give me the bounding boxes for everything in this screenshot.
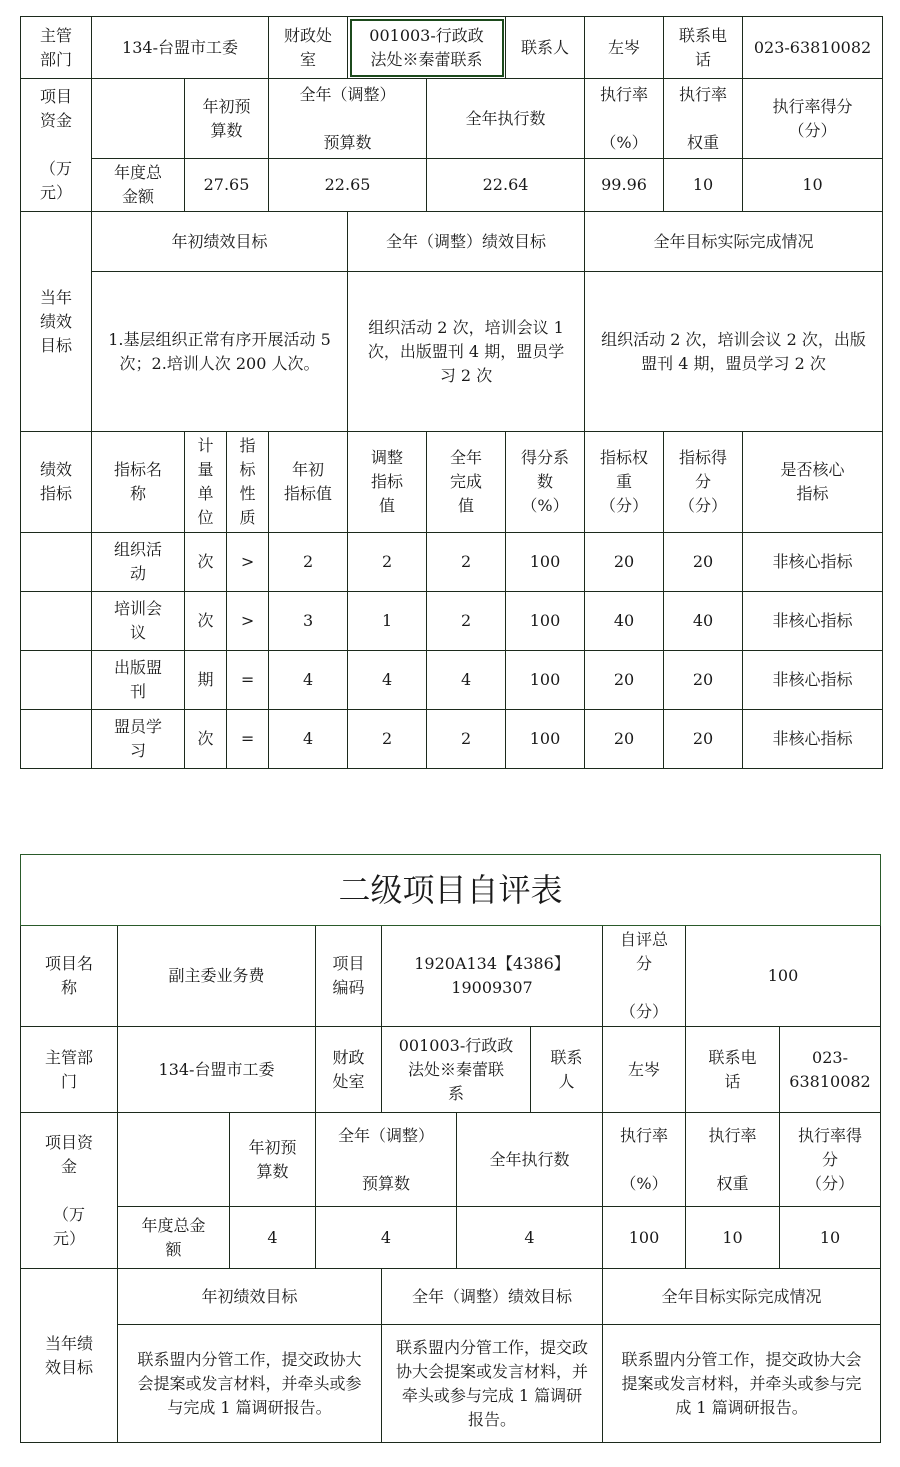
goals-content-row — [21, 1325, 881, 1443]
indicator-completed: 2 — [427, 710, 506, 769]
adjusted-budget-value: 4 — [316, 1207, 457, 1269]
funds-value-row — [21, 1207, 881, 1269]
indicator-unit: 期 — [185, 651, 227, 710]
finance-value: 001003-行政政 法处※秦蕾联系 — [348, 17, 506, 79]
indicator-row-blank — [21, 592, 92, 651]
indicator-unit: 次 — [185, 592, 227, 651]
indicator-core: 非核心指标 — [743, 710, 883, 769]
exec-score-value: 10 — [743, 159, 883, 212]
contact-label: 联系 人 — [531, 1027, 603, 1113]
indicator-coefficient: 100 — [506, 710, 585, 769]
project-code-value: 1920A134【4386】 19009307 — [382, 926, 603, 1027]
indicator-name: 盟员学 习 — [92, 710, 185, 769]
indicator-weight: 20 — [585, 651, 664, 710]
indicator-score: 20 — [664, 651, 743, 710]
phone-label: 联系电 话 — [664, 17, 743, 79]
header-exec-score: 执行率得 分 （分） — [780, 1113, 881, 1207]
indicator-header-initial: 年初 指标值 — [269, 432, 348, 533]
total-amount-label: 年度总 金额 — [92, 159, 185, 212]
exec-weight-value: 10 — [664, 159, 743, 212]
indicator-adjusted: 2 — [348, 533, 427, 592]
indicator-header-row — [21, 432, 883, 533]
header-adjusted-budget: 全年（调整） 预算数 — [316, 1113, 457, 1207]
contact-value: 左岑 — [585, 17, 664, 79]
indicator-name: 组织活 动 — [92, 533, 185, 592]
header-exec-weight: 执行率 权重 — [664, 79, 743, 159]
header-actual-goal: 全年目标实际完成情况 — [603, 1269, 881, 1325]
indicator-adjusted: 1 — [348, 592, 427, 651]
contact-label: 联系人 — [506, 17, 585, 79]
indicator-nature: = — [227, 651, 269, 710]
indicator-completed: 4 — [427, 651, 506, 710]
executed-value: 4 — [457, 1207, 603, 1269]
self-score-value: 100 — [686, 926, 881, 1027]
finance-label: 财政处 室 — [269, 17, 348, 79]
indicator-coefficient: 100 — [506, 592, 585, 651]
indicator-row-blank — [21, 710, 92, 769]
actual-goal-text: 联系盟内分管工作，提交政协大会提案或发言材料，并牵头或参与完成 1 篇调研报告。 — [603, 1325, 881, 1443]
goals-label: 当年绩 效目标 — [21, 1269, 118, 1443]
indicator-unit: 次 — [185, 710, 227, 769]
project-code-label: 项目 编码 — [316, 926, 382, 1027]
indicator-core: 非核心指标 — [743, 651, 883, 710]
indicator-header-score: 指标得 分 （分） — [664, 432, 743, 533]
initial-goal-text: 联系盟内分管工作，提交政协大会提案或发言材料，并牵头或参与完成 1 篇调研报告。 — [118, 1325, 382, 1443]
self-score-label: 自评总 分 （分） — [603, 926, 686, 1027]
indicator-initial: 2 — [269, 533, 348, 592]
indicator-header-adjusted: 调整 指标 值 — [348, 432, 427, 533]
funds-blank — [118, 1113, 230, 1207]
initial-budget-value: 27.65 — [185, 159, 269, 212]
executed-value: 22.64 — [427, 159, 585, 212]
indicator-name: 出版盟 刊 — [92, 651, 185, 710]
phone-label: 联系电 话 — [686, 1027, 780, 1113]
adjusted-goal-text: 组织活动 2 次，培训会议 1 次，出版盟刊 4 期，盟员学习 2 次 — [348, 272, 585, 432]
indicator-unit: 次 — [185, 533, 227, 592]
funds-blank — [92, 79, 185, 159]
funds-label: 项目 资金 （万 元） — [21, 79, 92, 212]
header-exec-rate: 执行率 （%） — [603, 1113, 686, 1207]
funds-label: 项目资 金 （万 元） — [21, 1113, 118, 1269]
dept-row — [21, 1027, 881, 1113]
exec-score-value: 10 — [780, 1207, 881, 1269]
exec-rate-value: 99.96 — [585, 159, 664, 212]
indicator-nature: = — [227, 710, 269, 769]
indicator-initial: 4 — [269, 651, 348, 710]
indicator-coefficient: 100 — [506, 651, 585, 710]
indicator-initial: 4 — [269, 710, 348, 769]
header-initial-budget: 年初预 算数 — [185, 79, 269, 159]
indicator-score: 20 — [664, 710, 743, 769]
goals-label: 当年 绩效 目标 — [21, 212, 92, 432]
indicator-nature: > — [227, 592, 269, 651]
indicator-header-coefficient: 得分系 数 （%） — [506, 432, 585, 533]
indicator-completed: 2 — [427, 533, 506, 592]
phone-value: 023-63810082 — [743, 17, 883, 79]
dept-value: 134-台盟市工委 — [92, 17, 269, 79]
indicator-header-unit: 计 量 单 位 — [185, 432, 227, 533]
indicator-row — [21, 592, 883, 651]
dept-label: 主管部 门 — [21, 1027, 118, 1113]
performance-table-1 — [20, 16, 883, 769]
finance-value: 001003-行政政 法处※秦蕾联 系 — [382, 1027, 531, 1113]
indicator-coefficient: 100 — [506, 533, 585, 592]
project-name-label: 项目名 称 — [21, 926, 118, 1027]
header-initial-goal: 年初绩效目标 — [118, 1269, 382, 1325]
exec-weight-value: 10 — [686, 1207, 780, 1269]
exec-rate-value: 100 — [603, 1207, 686, 1269]
funds-value-row — [21, 159, 883, 212]
indicator-name: 培训会 议 — [92, 592, 185, 651]
actual-goal-text: 组织活动 2 次，培训会议 2 次，出版盟刊 4 期，盟员学习 2 次 — [585, 272, 883, 432]
header-executed: 全年执行数 — [427, 79, 585, 159]
indicator-completed: 2 — [427, 592, 506, 651]
project-name-value: 副主委业务费 — [118, 926, 316, 1027]
indicator-header-core: 是否核心 指标 — [743, 432, 883, 533]
indicator-row-blank — [21, 651, 92, 710]
dept-row — [21, 17, 883, 79]
goals-header-row — [21, 1269, 881, 1325]
header-adjusted-goal: 全年（调整）绩效目标 — [348, 212, 585, 272]
indicator-score: 40 — [664, 592, 743, 651]
adjusted-budget-value: 22.65 — [269, 159, 427, 212]
header-actual-goal: 全年目标实际完成情况 — [585, 212, 883, 272]
indicator-weight: 40 — [585, 592, 664, 651]
indicator-nature: > — [227, 533, 269, 592]
header-initial-goal: 年初绩效目标 — [92, 212, 348, 272]
initial-budget-value: 4 — [230, 1207, 316, 1269]
goals-header-row — [21, 212, 883, 272]
header-initial-budget: 年初预 算数 — [230, 1113, 316, 1207]
contact-value: 左岑 — [603, 1027, 686, 1113]
indicator-adjusted: 2 — [348, 710, 427, 769]
phone-value: 023- 63810082 — [780, 1027, 881, 1113]
indicator-initial: 3 — [269, 592, 348, 651]
finance-label: 财政 处室 — [316, 1027, 382, 1113]
indicator-row — [21, 533, 883, 592]
title-row — [21, 855, 881, 926]
indicator-header-completed: 全年 完成 值 — [427, 432, 506, 533]
indicator-header-weight: 指标权 重 （分） — [585, 432, 664, 533]
funds-header-row — [21, 1113, 881, 1207]
indicator-weight: 20 — [585, 533, 664, 592]
indicator-row — [21, 651, 883, 710]
funds-header-row — [21, 79, 883, 159]
dept-value: 134-台盟市工委 — [118, 1027, 316, 1113]
project-row — [21, 926, 881, 1027]
secondary-project-self-evaluation-table — [20, 854, 881, 1443]
header-adjusted-budget: 全年（调整） 预算数 — [269, 79, 427, 159]
indicator-weight: 20 — [585, 710, 664, 769]
indicator-score: 20 — [664, 533, 743, 592]
indicator-header-nature: 指 标 性 质 — [227, 432, 269, 533]
header-exec-rate: 执行率 （%） — [585, 79, 664, 159]
indicator-core: 非核心指标 — [743, 592, 883, 651]
header-exec-weight: 执行率 权重 — [686, 1113, 780, 1207]
adjusted-goal-text: 联系盟内分管工作，提交政协大会提案或发言材料，并牵头或参与完成 1 篇调研报告。 — [382, 1325, 603, 1443]
header-adjusted-goal: 全年（调整）绩效目标 — [382, 1269, 603, 1325]
indicator-core: 非核心指标 — [743, 533, 883, 592]
header-exec-score: 执行率得分 （分） — [743, 79, 883, 159]
dept-label: 主管 部门 — [21, 17, 92, 79]
indicator-header-name: 指标名 称 — [92, 432, 185, 533]
initial-goal-text: 1.基层组织正常有序开展活动 5 次；2.培训人次 200 人次。 — [92, 272, 348, 432]
total-amount-label: 年度总金 额 — [118, 1207, 230, 1269]
table-title: 二级项目自评表 — [21, 855, 881, 926]
indicator-row — [21, 710, 883, 769]
indicator-row-blank — [21, 533, 92, 592]
goals-content-row — [21, 272, 883, 432]
header-executed: 全年执行数 — [457, 1113, 603, 1207]
indicators-label: 绩效 指标 — [21, 432, 92, 533]
indicator-adjusted: 4 — [348, 651, 427, 710]
